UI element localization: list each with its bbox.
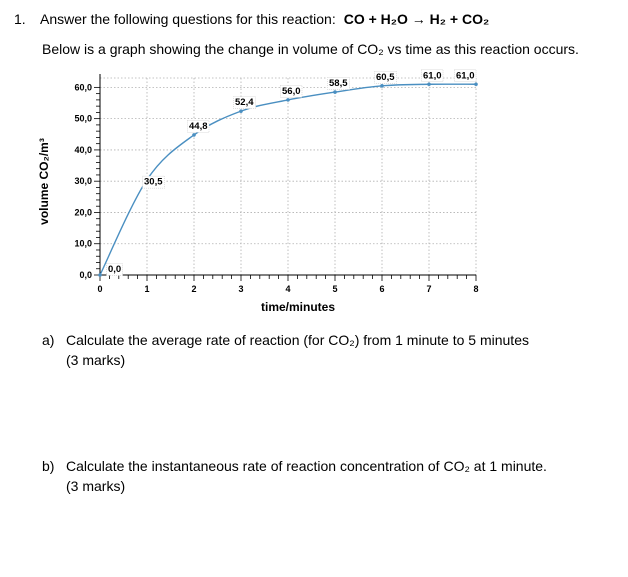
data-label: 60,5 (376, 71, 395, 83)
data-point (192, 133, 196, 137)
question-number: 1. (14, 11, 26, 27)
data-point (239, 109, 243, 113)
part-b-label: b) (42, 458, 55, 474)
x-tick-label: 3 (238, 284, 244, 294)
x-tick-label: 6 (379, 284, 385, 294)
part-a (42, 330, 529, 370)
data-label: 56,0 (282, 85, 301, 97)
x-axis-title: time/minutes (260, 300, 336, 314)
x-tick-label: 5 (332, 284, 338, 294)
reaction-equation: CO + H₂O → H₂ + CO₂ (343, 11, 490, 27)
y-tick-label: 10,0 (74, 238, 92, 249)
y-tick-label: 20,0 (74, 207, 92, 218)
question-prompt: Answer the following questions for this reaction: (40, 11, 336, 27)
x-tick-label: 2 (191, 284, 197, 294)
part-b-text: Calculate the instantaneous rate of reaction concentration of CO₂ at 1 minute. (66, 458, 547, 474)
data-label: 61,0 (456, 70, 475, 82)
y-tick-label: 60,0 (74, 82, 92, 93)
data-point (286, 98, 290, 102)
part-a-label: a) (42, 332, 55, 348)
x-tick-label: 4 (285, 284, 291, 294)
graph-description: Below is a graph showing the change in volume of CO₂ vs time as this reaction occurs. (42, 41, 579, 57)
data-point (380, 84, 384, 88)
part-b (42, 456, 547, 496)
data-label: 30,5 (144, 176, 163, 188)
x-tick-label: 7 (426, 284, 432, 294)
data-label: 44,8 (189, 120, 208, 132)
data-point (474, 82, 478, 86)
data-label: 52,4 (235, 97, 254, 109)
data-label: 0,0 (108, 264, 122, 275)
y-tick-label: 0,0 (79, 270, 92, 280)
y-tick-label: 30,0 (74, 176, 92, 187)
data-point (427, 82, 431, 86)
part-a-marks: (3 marks) (66, 352, 126, 368)
data-label: 58,5 (329, 78, 348, 90)
part-b-marks: (3 marks) (66, 478, 126, 494)
part-a-text: Calculate the average rate of reaction (for CO₂) from 1 minute to 5 minutes (66, 332, 529, 348)
y-tick-label: 50,0 (74, 113, 92, 124)
data-label: 61,0 (423, 70, 442, 82)
x-tick-label: 1 (144, 284, 150, 294)
y-tick-label: 40,0 (74, 144, 92, 155)
x-tick-label: 8 (473, 284, 479, 294)
y-axis-title: volume CO₂/m³ (37, 138, 51, 225)
data-point (98, 273, 102, 277)
data-point (333, 90, 337, 94)
x-tick-label: 0 (97, 284, 103, 294)
